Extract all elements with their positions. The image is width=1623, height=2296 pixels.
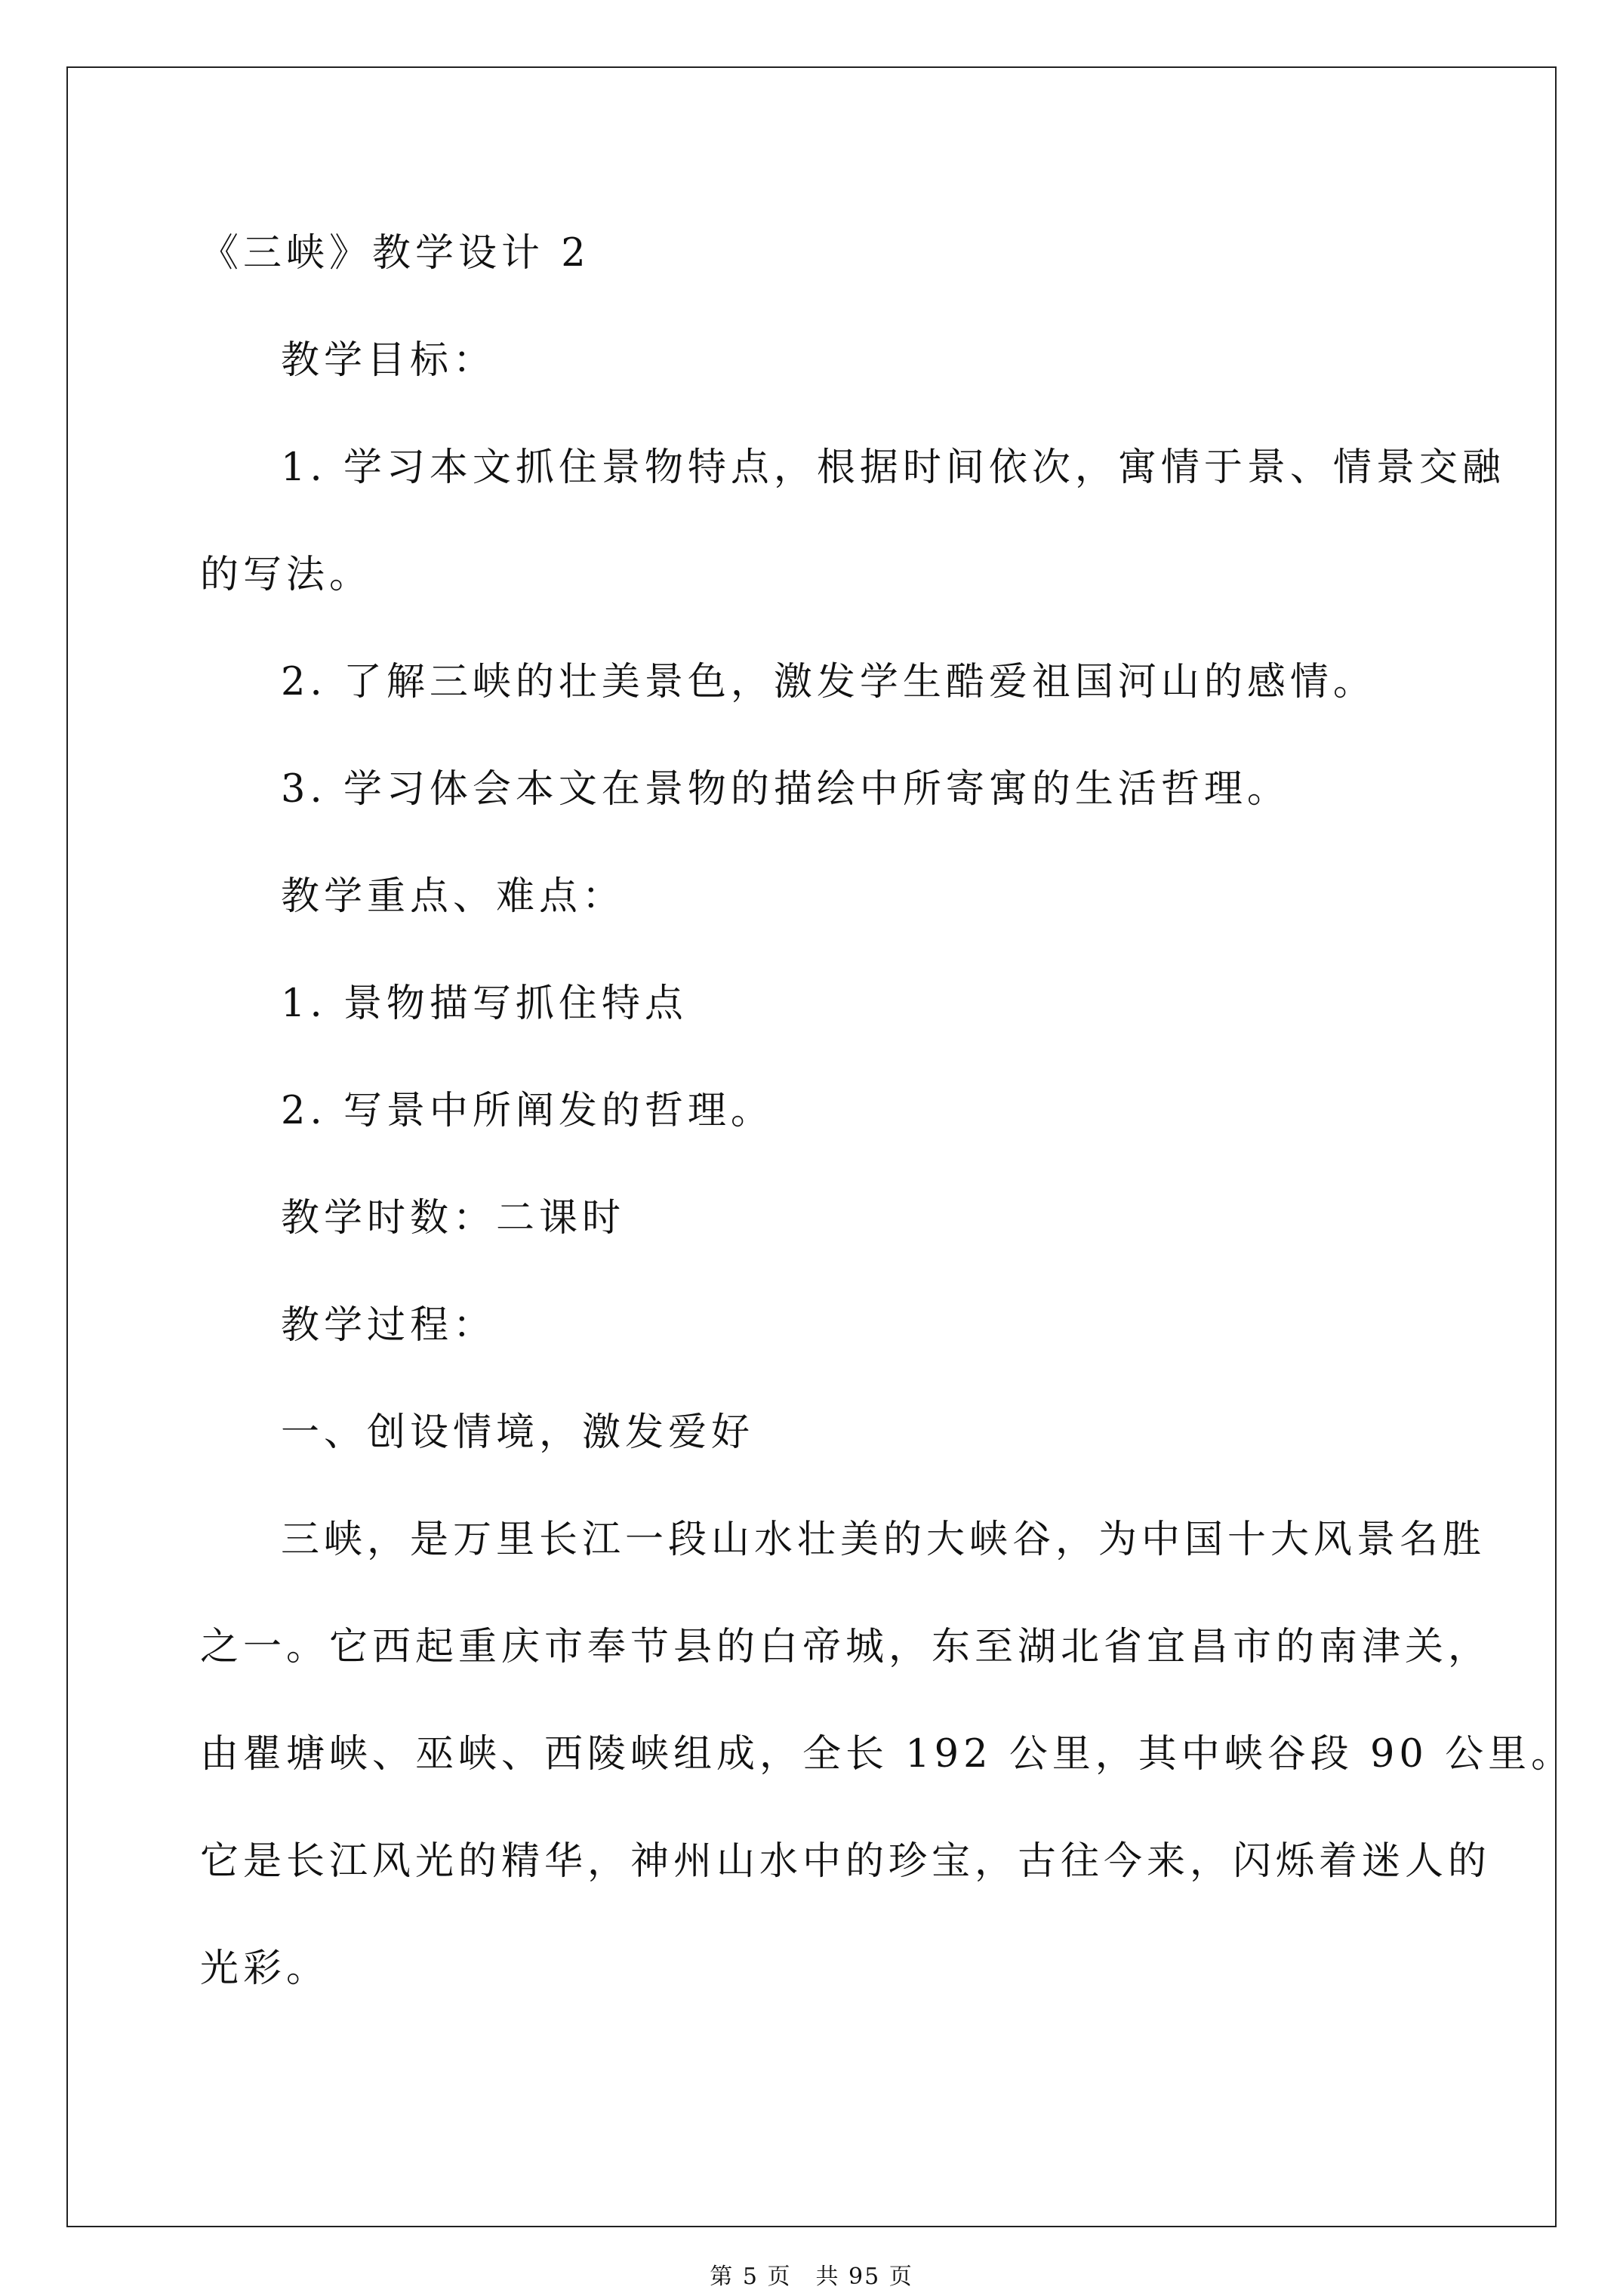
- paragraph-line: 3. 学习体会本文在景物的描绘中所寄寓的生活哲理。: [281, 767, 1290, 812]
- paragraph-line: 之一。它西起重庆市奉节县的白帝城，东至湖北省宜昌市的南津关，: [200, 1625, 1492, 1669]
- page-border: [66, 66, 1557, 2227]
- paragraph-line: 教学时数：二课时: [281, 1196, 626, 1240]
- paragraph-line: 1. 景物描写抓住特点: [281, 982, 688, 1026]
- paragraph-line: 1. 学习本文抓住景物特点，根据时间依次，寓情于景、情景交融: [281, 445, 1505, 490]
- paragraph-line: 它是长江风光的精华，神州山水中的珍宝，古往今来，闪烁着迷人的: [200, 1839, 1492, 1884]
- document-title: 《三峡》教学设计 2: [200, 231, 590, 276]
- paragraph-line: 教学目标：: [281, 338, 497, 383]
- paragraph-line: 教学重点、难点：: [281, 874, 626, 919]
- paragraph-line: 一、创设情境，激发爱好: [281, 1410, 755, 1455]
- paragraph-line: 的写法。: [200, 553, 373, 597]
- paragraph-line: 由瞿塘峡、巫峡、西陵峡组成，全长 192 公里，其中峡谷段 90 公里。: [200, 1732, 1575, 1777]
- paragraph-line: 2. 了解三峡的壮美景色，激发学生酷爱祖国河山的感情。: [281, 660, 1376, 704]
- paragraph-line: 教学过程：: [281, 1303, 497, 1348]
- page-number-footer: 第 5 页 共 95 页: [710, 2264, 913, 2290]
- paragraph-line: 2. 写景中所阐发的哲理。: [281, 1089, 774, 1133]
- paragraph-line: 光彩。: [200, 1946, 330, 1991]
- paragraph-line: 三峡，是万里长江一段山水壮美的大峡谷，为中国十大风景名胜: [281, 1518, 1486, 1562]
